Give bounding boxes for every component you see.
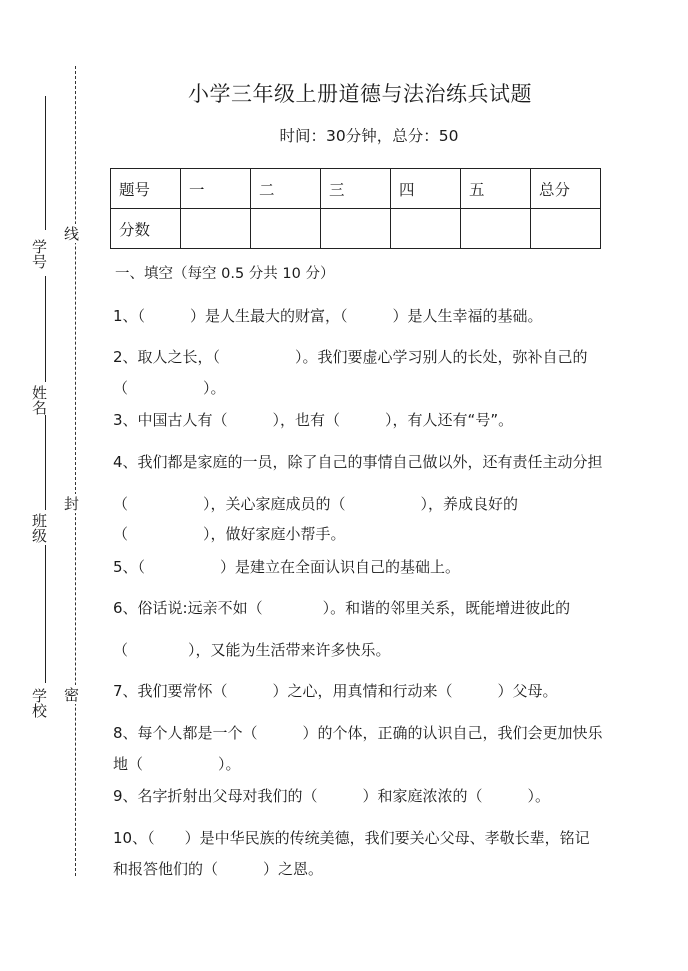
question-line: 8、每个人都是一个（ ）的个体，正确的认识自己，我们会更加快乐 [113, 724, 603, 742]
student-id-label: 学号 [30, 239, 48, 269]
question-line: （ ），又能为生活带来许多快乐。 [113, 641, 391, 659]
name-label: 姓名 [30, 385, 48, 415]
fold-mark-line: 线 [62, 226, 80, 241]
exam-time-score: 时间：30分钟，总分：50 [279, 127, 459, 145]
fold-mark-secret: 密 [62, 687, 80, 702]
question-line: 7、我们要常怀（ ）之心，用真情和行动来（ ）父母。 [113, 682, 558, 700]
score-header-cell: 五 [461, 169, 531, 209]
question-line: 4、我们都是家庭的一员，除了自己的事情自己做以外，还有责任主动分担 [113, 453, 603, 471]
question-line: 和报答他们的（ ）之恩。 [113, 860, 324, 878]
question-line: 地（ ）。 [113, 755, 241, 773]
question-line: 3、中国古人有（ ），也有（ ），有人还有“号”。 [113, 411, 514, 429]
score-table-score-row [111, 209, 601, 249]
score-row-label: 分数 [111, 209, 181, 249]
score-cell[interactable] [391, 209, 461, 249]
student-id-line[interactable] [45, 96, 46, 230]
binding-dashed-line [75, 66, 76, 876]
class-label: 班级 [30, 513, 48, 543]
question-line: 5、（ ）是建立在全面认识自己的基础上。 [113, 558, 461, 576]
fold-mark-seal: 封 [62, 496, 80, 511]
score-header-cell: 三 [321, 169, 391, 209]
score-header-cell: 四 [391, 169, 461, 209]
score-header-cell: 二 [251, 169, 321, 209]
question-line: 9、名字折射出父母对我们的（ ）和家庭浓浓的（ ）。 [113, 787, 551, 805]
section-heading: 一、填空（每空 0.5 分共 10 分） [115, 266, 335, 282]
score-table [110, 168, 601, 249]
score-table-header-row [111, 169, 601, 209]
score-header-cell: 总分 [531, 169, 601, 209]
question-line: 1、（ ）是人生最大的财富，（ ）是人生幸福的基础。 [113, 307, 543, 325]
score-cell[interactable] [321, 209, 391, 249]
score-cell[interactable] [251, 209, 321, 249]
question-line: （ ）。 [113, 379, 226, 397]
name-line[interactable] [45, 276, 46, 382]
question-line: 10、（ ）是中华民族的传统美德，我们要关心父母、孝敬长辈，铭记 [113, 829, 590, 847]
question-line: （ ），做好家庭小帮手。 [113, 525, 346, 543]
class-line[interactable] [45, 415, 46, 510]
score-header-cell: 一 [181, 169, 251, 209]
question-line: 6、俗话说:远亲不如（ ）。和谐的邻里关系，既能增进彼此的 [113, 599, 571, 617]
score-cell[interactable] [461, 209, 531, 249]
school-label: 学校 [30, 688, 48, 718]
score-cell[interactable] [531, 209, 601, 249]
score-header-cell: 题号 [111, 169, 181, 209]
question-line: （ ），关心家庭成员的（ ），养成良好的 [113, 495, 519, 513]
school-line[interactable] [45, 545, 46, 683]
score-cell[interactable] [181, 209, 251, 249]
page-title: 小学三年级上册道德与法治练兵试题 [188, 82, 532, 106]
question-line: 2、取人之长，（ ）。我们要虚心学习别人的长处，弥补自己的 [113, 348, 588, 366]
